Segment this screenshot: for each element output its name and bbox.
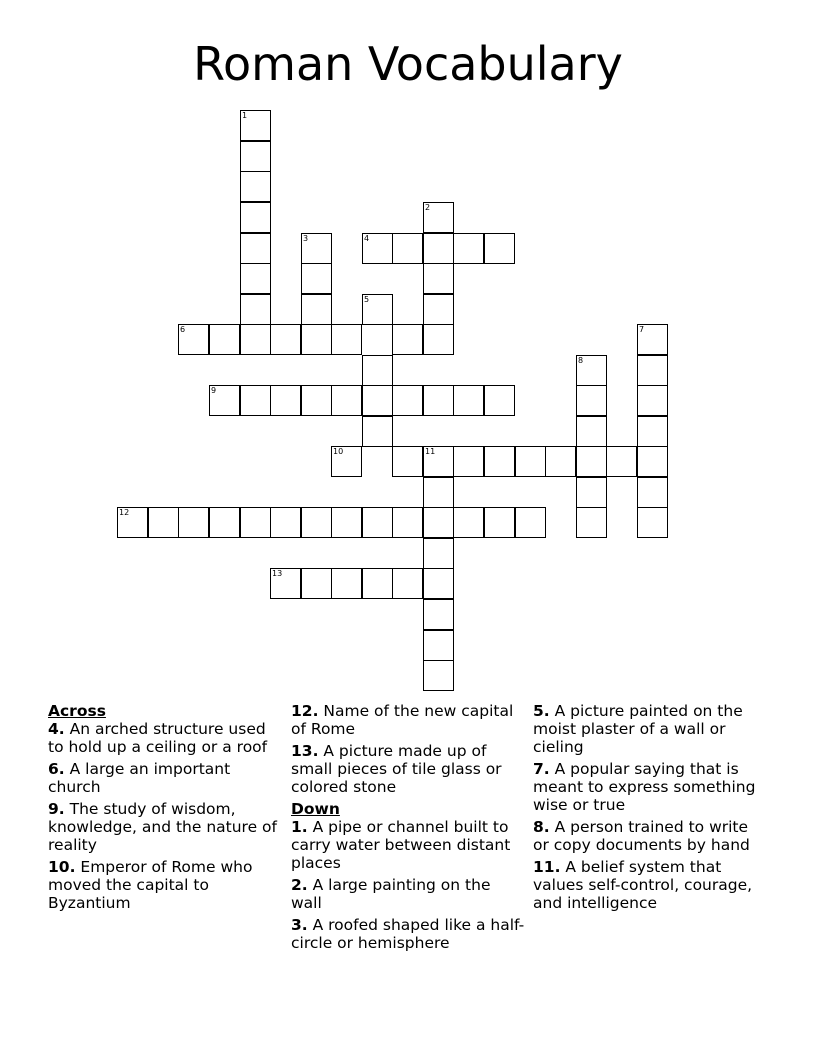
- clue-down-8: 8. A person trained to write or copy documents by hand: [533, 818, 750, 854]
- down-heading: Down: [291, 800, 340, 818]
- grid-cell[interactable]: [209, 324, 240, 355]
- clue-across-4: 4. An arched structure used to hold up a ceiling or a roof: [48, 720, 268, 756]
- grid-cell[interactable]: [453, 507, 484, 538]
- grid-cell[interactable]: [270, 324, 301, 355]
- grid-cell-13[interactable]: [270, 568, 301, 599]
- grid-cell[interactable]: [301, 568, 332, 599]
- grid-cell-9[interactable]: [209, 385, 240, 416]
- grid-cell[interactable]: [301, 507, 332, 538]
- grid-cell[interactable]: [392, 324, 423, 355]
- grid-cell[interactable]: [423, 507, 454, 538]
- clue-column-2: [291, 702, 525, 956]
- grid-cell[interactable]: [484, 233, 515, 264]
- page-title: Roman Vocabulary: [193, 37, 623, 91]
- grid-cell[interactable]: [423, 538, 454, 569]
- grid-cell[interactable]: [240, 233, 271, 264]
- grid-cell-10[interactable]: [331, 446, 362, 477]
- clue-column-3: [533, 702, 767, 916]
- grid-cell[interactable]: [423, 294, 454, 325]
- grid-cell[interactable]: [637, 446, 668, 477]
- grid-cell[interactable]: [301, 294, 332, 325]
- clue-number: 3: [303, 234, 309, 243]
- grid-cell[interactable]: [392, 568, 423, 599]
- grid-cell[interactable]: [240, 263, 271, 294]
- grid-cell[interactable]: [362, 355, 393, 386]
- clue-across-9: 9. The study of wisdom, knowledge, and the nature of reality: [48, 800, 277, 854]
- grid-cell[interactable]: [423, 324, 454, 355]
- grid-cell[interactable]: [331, 324, 362, 355]
- clue-down-1: 1. A pipe or channel built to carry water between distant places: [291, 818, 511, 872]
- grid-cell[interactable]: [270, 385, 301, 416]
- grid-cell[interactable]: [423, 385, 454, 416]
- grid-cell[interactable]: [392, 233, 423, 264]
- clue-down-2: 2. A large painting on the wall: [291, 876, 491, 912]
- grid-cell[interactable]: [240, 141, 271, 172]
- clue-number: 4: [364, 234, 370, 243]
- clue-across-12: 12. Name of the new capital of Rome: [291, 702, 514, 738]
- grid-cell[interactable]: [423, 263, 454, 294]
- grid-cell[interactable]: [331, 385, 362, 416]
- grid-cell[interactable]: [301, 324, 332, 355]
- clue-number: 6: [180, 325, 186, 334]
- grid-cell-5[interactable]: [362, 294, 393, 325]
- clue-column-1: [48, 702, 282, 916]
- grid-cell[interactable]: [423, 630, 454, 661]
- grid-cell[interactable]: [576, 477, 607, 508]
- grid-cell[interactable]: [606, 446, 637, 477]
- clue-number: 5: [364, 295, 370, 304]
- grid-cell[interactable]: [423, 599, 454, 630]
- grid-cell[interactable]: [331, 507, 362, 538]
- clue-across-13: 13. A picture made up of small pieces of tile glass or colored stone: [291, 742, 502, 796]
- grid-cell[interactable]: [637, 477, 668, 508]
- grid-cell-11[interactable]: [423, 446, 454, 477]
- clue-number: 13: [272, 569, 283, 578]
- clue-number: 9: [211, 386, 217, 395]
- grid-cell[interactable]: [453, 446, 484, 477]
- grid-cell[interactable]: [423, 477, 454, 508]
- grid-cell[interactable]: [576, 446, 607, 477]
- grid-cell[interactable]: [637, 355, 668, 386]
- grid-cell-8[interactable]: [576, 355, 607, 386]
- clue-number: 7: [639, 325, 645, 334]
- across-heading: Across: [48, 702, 106, 720]
- clue-across-6: 6. A large an important church: [48, 760, 231, 796]
- grid-cell[interactable]: [515, 446, 546, 477]
- clue-number: 8: [578, 356, 584, 365]
- grid-cell[interactable]: [392, 507, 423, 538]
- grid-cell[interactable]: [545, 446, 576, 477]
- clue-number: 11: [425, 447, 436, 456]
- clue-down-5: 5. A picture painted on the moist plaster of a wall or cieling: [533, 702, 743, 756]
- grid-cell[interactable]: [423, 568, 454, 599]
- grid-cell[interactable]: [576, 385, 607, 416]
- grid-cell[interactable]: [178, 507, 209, 538]
- clue-number: 1: [242, 111, 248, 120]
- grid-cell[interactable]: [453, 233, 484, 264]
- grid-cell[interactable]: [301, 385, 332, 416]
- clue-down-7: 7. A popular saying that is meant to express something wise or true: [533, 760, 756, 814]
- grid-cell[interactable]: [484, 507, 515, 538]
- grid-cell-2[interactable]: [423, 202, 454, 233]
- grid-cell-4[interactable]: [362, 233, 393, 264]
- grid-cell[interactable]: [240, 202, 271, 233]
- grid-cell[interactable]: [484, 446, 515, 477]
- grid-cell[interactable]: [240, 294, 271, 325]
- clue-down-3: 3. A roofed shaped like a half-circle or hemisphere: [291, 916, 525, 952]
- grid-cell[interactable]: [331, 568, 362, 599]
- grid-cell[interactable]: [148, 507, 179, 538]
- grid-cell[interactable]: [637, 385, 668, 416]
- grid-cell[interactable]: [209, 507, 240, 538]
- clue-number: 2: [425, 203, 431, 212]
- grid-cell[interactable]: [270, 507, 301, 538]
- grid-cell-7[interactable]: [637, 324, 668, 355]
- grid-cell[interactable]: [515, 507, 546, 538]
- grid-cell[interactable]: [423, 660, 454, 691]
- grid-cell[interactable]: [423, 233, 454, 264]
- grid-cell[interactable]: [240, 171, 271, 202]
- grid-cell[interactable]: [392, 446, 423, 477]
- clue-number: 12: [119, 508, 130, 517]
- grid-cell[interactable]: [362, 568, 393, 599]
- grid-cell[interactable]: [637, 416, 668, 447]
- grid-cell[interactable]: [362, 385, 393, 416]
- clue-across-10: 10. Emperor of Rome who moved the capital to Byzantium: [48, 858, 253, 912]
- grid-cell[interactable]: [484, 385, 515, 416]
- clue-number: 10: [333, 447, 344, 456]
- grid-cell-12[interactable]: [117, 507, 148, 538]
- grid-cell[interactable]: [453, 385, 484, 416]
- grid-cell[interactable]: [362, 507, 393, 538]
- clue-down-11: 11. A belief system that values self-control, courage, and intelligence: [533, 858, 753, 912]
- grid-cell[interactable]: [576, 416, 607, 447]
- grid-cell[interactable]: [240, 507, 271, 538]
- grid-cell[interactable]: [392, 385, 423, 416]
- grid-cell[interactable]: [240, 385, 271, 416]
- grid-cell-3[interactable]: [301, 233, 332, 264]
- grid-cell-6[interactable]: [178, 324, 209, 355]
- grid-cell-1[interactable]: [240, 110, 271, 141]
- grid-cell[interactable]: [301, 263, 332, 294]
- grid-cell[interactable]: [362, 416, 393, 447]
- grid-cell[interactable]: [240, 324, 271, 355]
- grid-cell[interactable]: [576, 507, 607, 538]
- grid-cell[interactable]: [637, 507, 668, 538]
